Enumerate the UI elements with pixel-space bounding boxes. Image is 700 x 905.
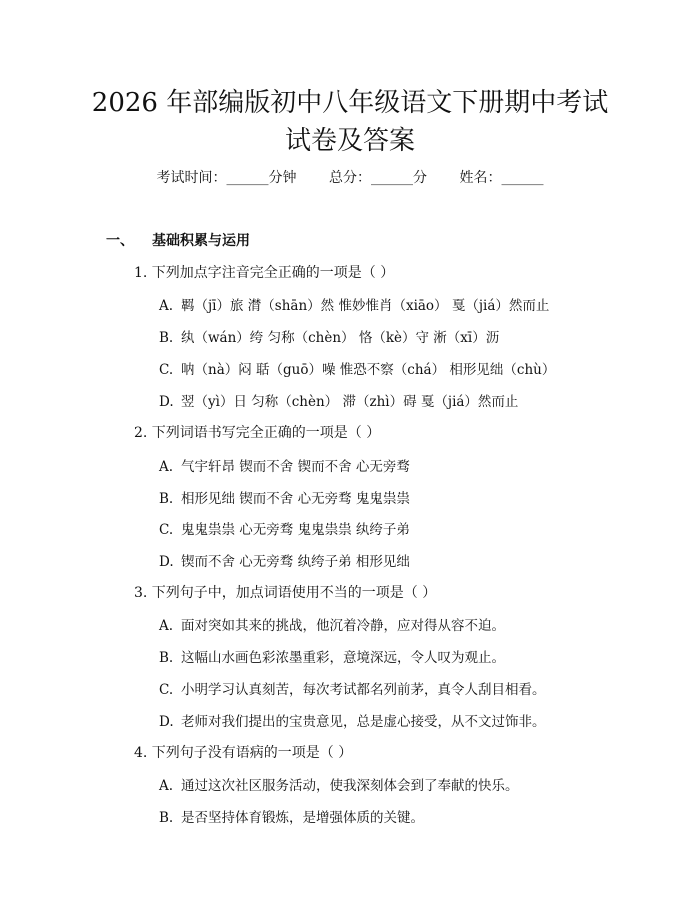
option-text: 翌（yì）日 匀称（chèn） 滞（zhì）碍 戛（jiá）然而止 [181,394,519,410]
section-number: 一、 [106,233,134,249]
option-text: 相形见绌 锲而不舍 心无旁骛 鬼鬼祟祟 [181,491,410,507]
option-text: 羁（jī）旅 潸（shān）然 惟妙惟肖（xiāo） 戛（jiá）然而止 [181,298,550,314]
option-label: C. [159,682,174,698]
option [159,550,410,570]
option [159,358,555,378]
exam-info [0,167,700,187]
option [159,806,424,826]
exam-title [60,84,640,160]
option-text: 鬼鬼祟祟 心无旁骛 鬼鬼祟祟 纨绔子弟 [181,522,410,538]
section-heading [106,230,250,250]
question-stem: 2. 下列词语书写完全正确的一项是（ ） [134,425,381,441]
option-label: A. [159,459,174,475]
total-score: 总分：______分 [329,170,427,186]
option-text: 面对突如其来的挑战，他沉着冷静，应对得从容不迫。 [181,618,505,634]
exam-time: 考试时间：______分钟 [156,170,297,186]
option-text: 锲而不舍 心无旁骛 纨绔子弟 相形见绌 [181,554,410,570]
option [159,294,549,314]
option-label: D. [159,714,174,730]
option [159,390,518,410]
option [159,646,505,666]
question-stem: 3. 下列句子中，加点词语使用不当的一项是（ ） [134,585,437,601]
option [159,326,499,346]
option-label: D. [159,394,174,410]
title-line-1: 2026 年部编版初中八年级语文下册期中考试 [91,88,609,118]
option [159,614,505,634]
option-text: 呐（nà）闷 聒（guō）噪 惟恐不察（chá） 相形见绌（chù） [181,362,556,378]
option-text: 小明学习认真刻苦，每次考试都名列前茅，真令人刮目相看。 [181,682,546,698]
question-stem: 1. 下列加点字注音完全正确的一项是（ ） [134,265,395,281]
option-text: 通过这次社区服务活动，使我深刻体会到了奉献的快乐。 [181,778,519,794]
option [159,678,546,698]
student-name: 姓名：______ [459,170,544,186]
question-stem: 4. 下列句子没有语病的一项是（ ） [134,745,353,761]
option-label: A. [159,778,174,794]
option-text: 老师对我们提出的宝贵意见，总是虚心接受，从不文过饰非。 [181,714,546,730]
option-label: C. [159,522,174,538]
option-text: 是否坚持体育锻炼，是增强体质的关键。 [181,810,424,826]
option-label: B. [159,810,174,826]
option-label: A. [159,618,174,634]
section-title: 基础积累与运用 [152,233,250,249]
title-line-2: 试卷及答案 [284,126,415,156]
option-label: D. [159,554,174,570]
option-text: 气宇轩昂 锲而不舍 锲而不舍 心无旁骛 [181,459,410,475]
option-label: B. [159,330,174,346]
option-label: C. [159,362,174,378]
option [159,710,546,730]
option-label: A. [159,298,174,314]
option [159,518,410,538]
option [159,455,410,475]
option [159,774,519,794]
option-label: B. [159,650,174,666]
option-text: 纨（wán）绔 匀称（chèn） 恪（kè）守 淅（xī）沥 [181,330,500,346]
option [159,487,410,507]
option-text: 这幅山水画色彩浓墨重彩，意境深远，令人叹为观止。 [181,650,505,666]
option-label: B. [159,491,174,507]
